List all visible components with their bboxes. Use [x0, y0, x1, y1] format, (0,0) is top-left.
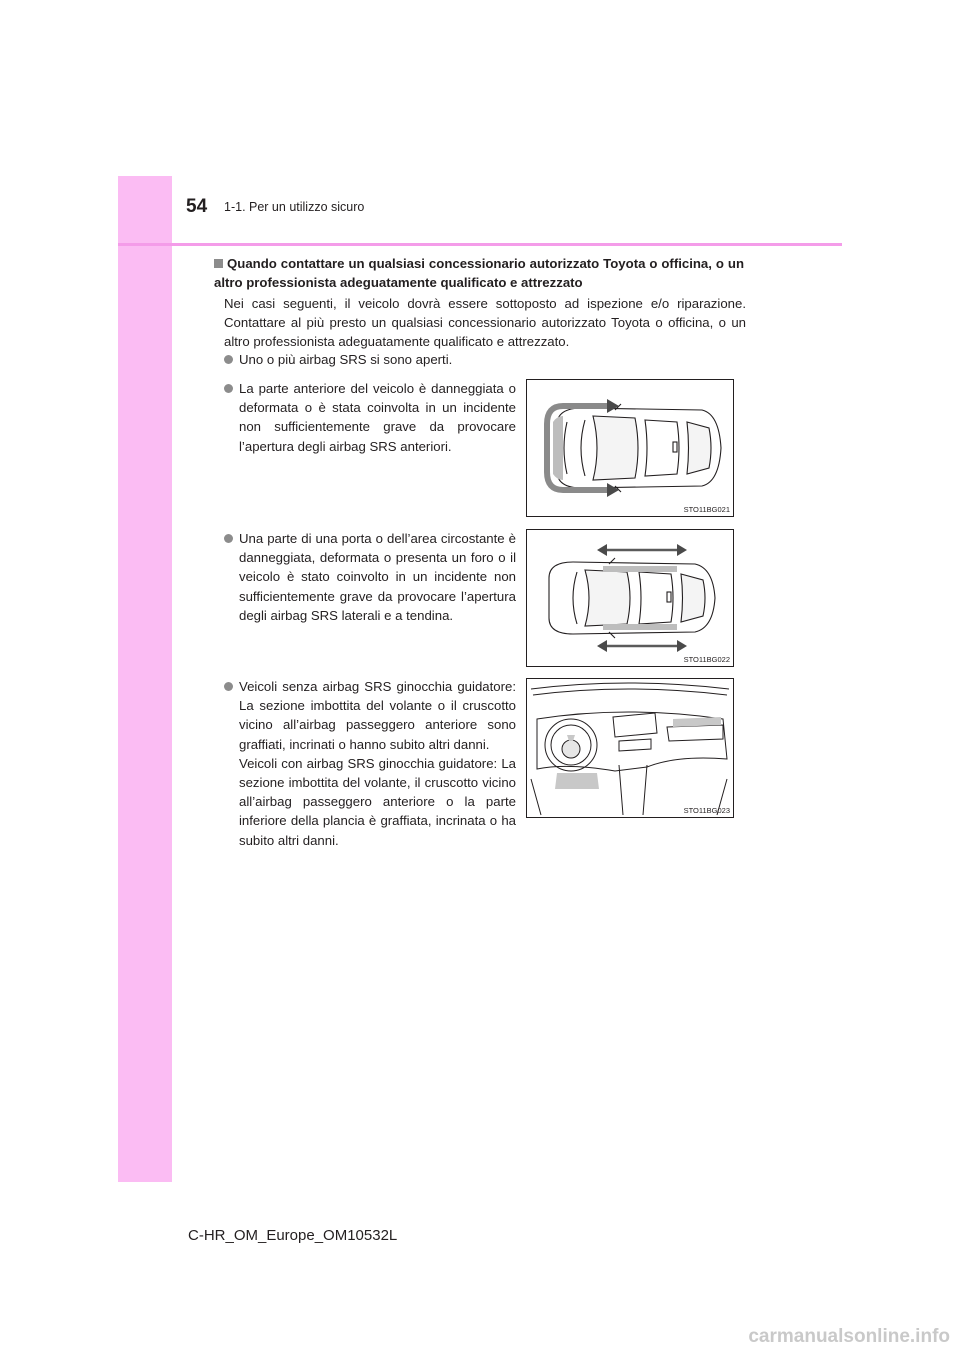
list-item-text: Una parte di una porta o dell’area circostante è danneggiata, deformata o presenta un foro o il veicolo è stato coinvolto in un incidente non sufficientemente grave da provocare l’apertura degli airbag SRS laterali e a tendina. [239, 531, 516, 623]
list-item-text-part2: Veicoli con airbag SRS ginocchia guidatore: La sezione imbottita del volante, il cruscotto vicino all’airbag passeggero anteriore o la parte inferiore della plancia è graffiata, incrinata o ha subito altri danni. [239, 755, 516, 848]
section-title: 1-1. Per un utilizzo sicuro [224, 200, 365, 214]
list-item [224, 677, 516, 850]
figure-code: STO11BG021 [683, 505, 730, 514]
dashboard-interior-illustration [527, 679, 733, 817]
list-item-text: Uno o più airbag SRS si sono aperti. [239, 352, 453, 367]
watermark: carmanualsonline.info [748, 1326, 950, 1347]
list-item-text-part1: Veicoli senza airbag SRS ginocchia guidatore: La sezione imbottita del volante o il cruscotto vicino all’airbag passeggero anteriore sono graffiati, incrinati o hanno subito altri danni. [239, 679, 516, 752]
figure-front-damage [526, 379, 734, 517]
square-bullet-icon [214, 259, 223, 268]
intro-paragraph: Nei casi seguenti, il veicolo dovrà essere sottoposto ad ispezione e/o riparazione. Contattare al più presto un qualsiasi concessionario autorizzato Toyota o officina, o un altro professionista adeguatamente qualificato e attrezzato. [224, 296, 746, 349]
bullet-dot-icon [224, 355, 233, 364]
section-heading [214, 254, 744, 292]
bullet-dot-icon [224, 534, 233, 543]
figure-side-damage [526, 529, 734, 667]
figure-code: STO11BG022 [683, 655, 730, 664]
list-item [224, 379, 516, 456]
list-item-text [224, 677, 516, 850]
list-item-text: La parte anteriore del veicolo è danneggiata o deformata o è stata coinvolta in un incidente non sufficientemente grave da provocare l’apertura degli airbag SRS anteriori. [239, 381, 516, 454]
header-rule [118, 243, 842, 246]
car-top-view-front-illustration [527, 380, 733, 516]
chapter-side-band [118, 176, 172, 1182]
section-heading-text: Quando contattare un qualsiasi concessionario autorizzato Toyota o officina, o un altro professionista adeguatamente qualificato e attrezzato [214, 256, 744, 290]
list-item [224, 350, 624, 369]
page-number: 54 [186, 196, 208, 217]
bullet-dot-icon [224, 384, 233, 393]
bullet-dot-icon [224, 682, 233, 691]
list-item [224, 529, 516, 625]
car-top-view-side-illustration [527, 530, 733, 666]
document-code: C-HR_OM_Europe_OM10532L [188, 1227, 398, 1244]
figure-code: STO11BG023 [683, 806, 730, 815]
figure-dashboard-damage [526, 678, 734, 818]
